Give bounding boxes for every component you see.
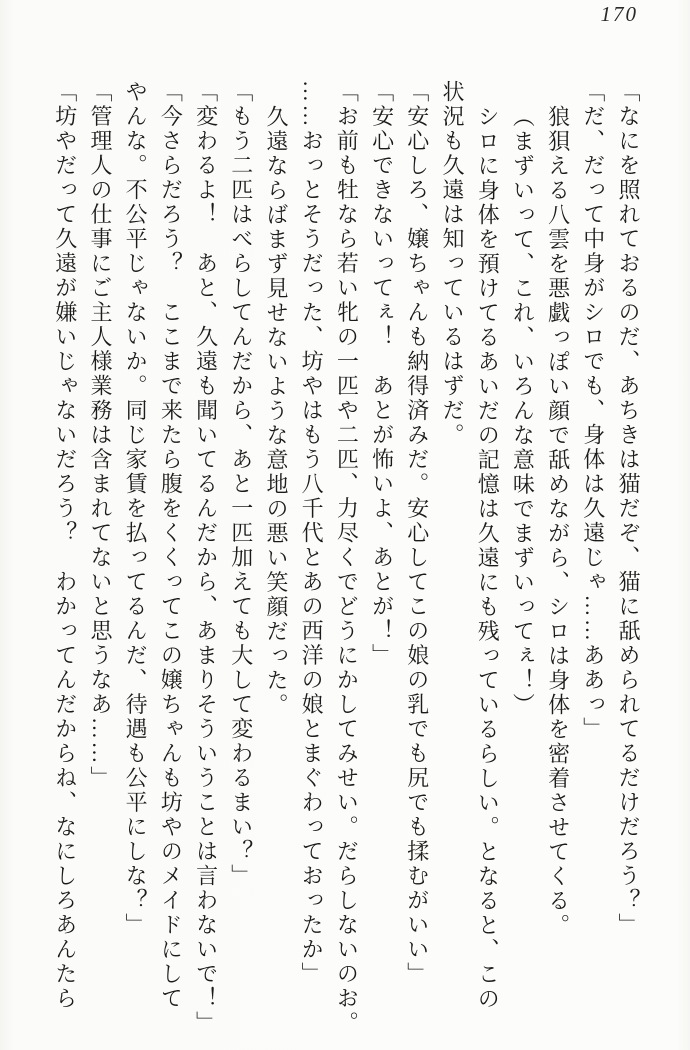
text-columns	[44, 80, 646, 1036]
text-line-11: 久遠ならばまず見せないような意地の悪い笑顔だった。	[263, 104, 289, 717]
text-line-3: 狼狽える八雲を悪戯っぽい顔で舐めながら、シロは身体を密着させてくる。	[545, 104, 571, 938]
text-line-15: やんな。不公平じゃないか。同じ家賃を払ってるんだ、待遇も公平にしな？」	[123, 80, 149, 938]
text-line-8: 「安心できないってぇ！ あとが怖いよ、あとが！」	[369, 80, 395, 668]
text-line-13: 「変わるよ！ あと、久遠も聞いてるんだから、あまりそういうことは言わないで！」	[193, 80, 219, 1036]
text-line-17: 「坊やだって久遠が嫌いじゃないだろう？ わかってんだからね、なにしろあんたら	[52, 80, 78, 1011]
page-number: 170	[600, 2, 638, 26]
text-line-1: 「なにを照れておるのだ、あちきは猫だぞ、猫に舐められてるだけだろう？」	[616, 80, 641, 938]
text-line-2: 「だ、だって中身がシロでも、身体は久遠じゃ……ああっ」	[580, 80, 606, 742]
text-line-4: （まずいって、これ、いろんな意味でまずいってぇ！）	[510, 104, 536, 717]
text-line-6: 状況も久遠は知っているはずだ。	[439, 80, 465, 448]
text-line-7: 「安心しろ、嬢ちゃんも納得済みだ。安心してこの娘の乳でも尻でも揉むがいい」	[404, 80, 430, 987]
text-line-10: ……おっとそうだった、坊やはもう八千代とあの西洋の娘とまぐわっておったか」	[299, 80, 325, 987]
text-line-5: シロに身体を預けてるあいだの記憶は久遠にも残っているらしい。となると、この	[475, 104, 501, 1011]
text-line-9: 「お前も牡なら若い牝の一匹や二匹、力尽くでどうにかしてみせい。だらしないのお。	[334, 80, 360, 1036]
text-line-16: 「管理人の仕事にご主人様業務は含まれてないと思うなあ……」	[87, 80, 113, 791]
text-line-14: 「今さらだろう？ ここまで来たら腹をくくってこの嬢ちゃんも坊やのメイドにして	[158, 80, 184, 1011]
text-line-12: 「もう二匹はべらしてんだから、あと一匹加えても大して変わるまい？」	[228, 80, 254, 889]
